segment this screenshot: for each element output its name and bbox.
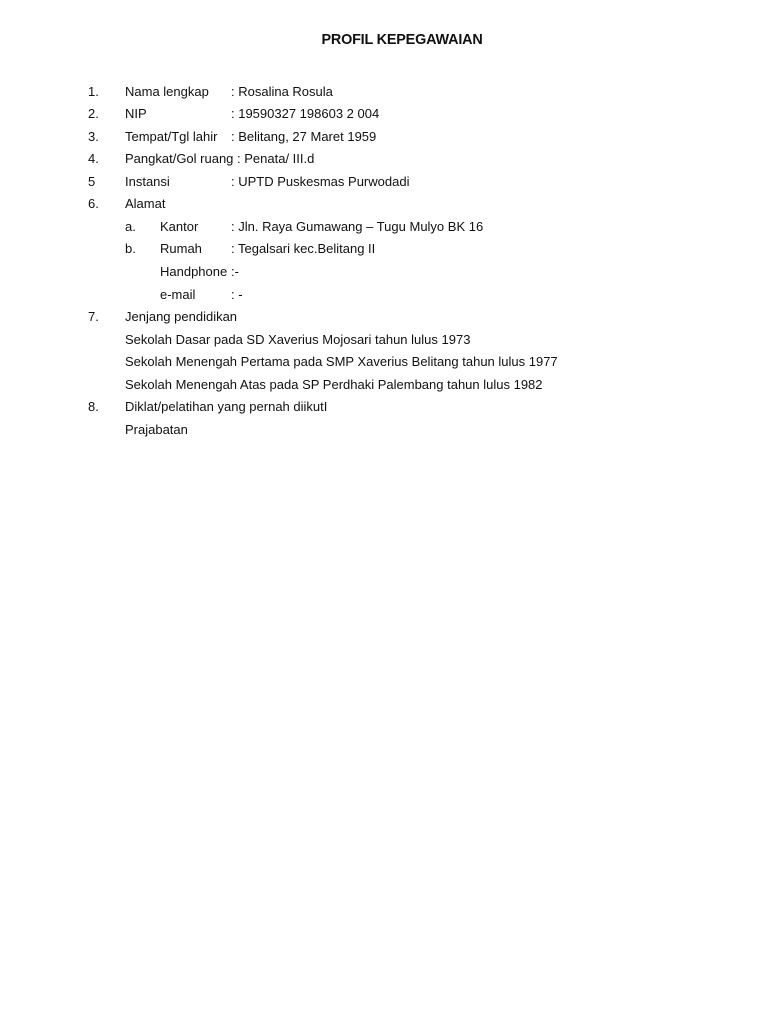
- item-value: : 19590327 198603 2 004: [231, 106, 380, 121]
- alamat-value: : Tegalsari kec.Belitang II: [231, 241, 376, 256]
- alamat-label: e-mail: [160, 287, 196, 302]
- item-label: Instansi: [125, 174, 170, 189]
- item-label: NIP: [125, 106, 147, 121]
- item-label: Diklat/pelatihan yang pernah diikutI: [125, 399, 328, 414]
- alamat-label: Handphone: [160, 264, 228, 279]
- education-entry: Sekolah Menengah Pertama pada SMP Xaverius Belitang tahun lulus 1977: [125, 354, 558, 369]
- education-entry: Sekolah Menengah Atas pada SP Perdhaki Palembang tahun lulus 1982: [125, 377, 543, 392]
- alamat-value: :-: [231, 264, 239, 279]
- item-number: 2.: [88, 106, 99, 121]
- item-value: : Rosalina Rosula: [231, 84, 333, 99]
- item-label: Pangkat/Gol ruang : Penata/ III.d: [125, 151, 315, 166]
- alamat-value: : -: [231, 287, 243, 302]
- item-label: Alamat: [125, 196, 166, 211]
- training-entry: Prajabatan: [125, 422, 188, 437]
- item-number: 1.: [88, 84, 99, 99]
- item-label: Tempat/Tgl lahir: [125, 129, 218, 144]
- alamat-letter: a.: [125, 219, 136, 234]
- alamat-value: : Jln. Raya Gumawang – Tugu Mulyo BK 16: [231, 219, 484, 234]
- item-number: 5: [88, 174, 96, 189]
- item-number: 6.: [88, 196, 99, 211]
- alamat-letter: b.: [125, 241, 136, 256]
- item-value: : Belitang, 27 Maret 1959: [231, 129, 377, 144]
- item-value: : UPTD Puskesmas Purwodadi: [231, 174, 410, 189]
- alamat-label: Kantor: [160, 219, 199, 234]
- education-entry: Sekolah Dasar pada SD Xaverius Mojosari tahun lulus 1973: [125, 332, 471, 347]
- alamat-label: Rumah: [160, 241, 202, 256]
- item-label: Nama lengkap: [125, 84, 209, 99]
- item-number: 4.: [88, 151, 99, 166]
- item-number: 7.: [88, 309, 99, 324]
- item-label: Jenjang pendidikan: [125, 309, 238, 324]
- item-number: 8.: [88, 399, 99, 414]
- item-number: 3.: [88, 129, 99, 144]
- page-title: PROFIL KEPEGAWAIAN: [321, 31, 483, 48]
